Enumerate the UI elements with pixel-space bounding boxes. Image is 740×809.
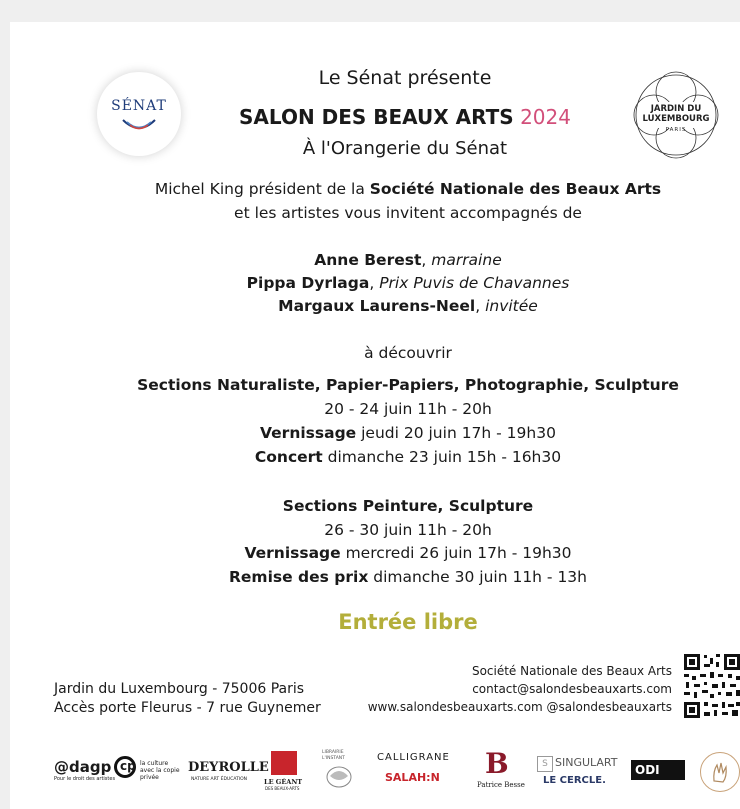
society-name: Société Nationale des Beaux Arts xyxy=(369,180,662,198)
section2-dates: 26 - 30 juin 11h - 20h xyxy=(324,521,492,539)
contact-block xyxy=(360,662,672,716)
le-geant-text: LE GÉANT xyxy=(264,778,303,786)
hand-emblem-logo xyxy=(700,752,740,792)
intro-text: Michel King président de la xyxy=(154,180,370,198)
event-detail: dimanche 23 juin 15h - 16h30 xyxy=(322,448,562,466)
address-line-2: Accès porte Fleurus - 7 rue Guynemer xyxy=(54,700,321,716)
event-detail: mercredi 26 juin 17h - 19h30 xyxy=(340,544,572,562)
address-line-1: Jardin du Luxembourg - 75006 Paris xyxy=(54,681,305,697)
qr-code[interactable] xyxy=(682,652,740,720)
guest-line: Margaux Laurens-Neel, invitée xyxy=(278,297,538,315)
le-geant-sub: DES BEAUX-ARTS xyxy=(265,786,300,791)
patrice-besse-mark: B xyxy=(485,747,509,780)
section2-event2 xyxy=(0,566,740,588)
guest-name: Margaux Laurens-Neel xyxy=(278,297,476,315)
contact-email[interactable]: contact@salondesbeauxarts.com xyxy=(472,682,672,696)
address-block xyxy=(54,680,321,718)
venue-line: À l'Orangerie du Sénat xyxy=(302,138,508,159)
guest-line: Pippa Dyrlaga, Prix Puvis de Chavannes xyxy=(246,274,570,292)
le-geant-logo xyxy=(271,751,297,775)
adagp-logo-sub: Pour le droit des artistes xyxy=(54,776,116,782)
salahin-logo: SALAH:N xyxy=(385,771,440,784)
title-year: 2024 xyxy=(520,105,571,129)
patrice-besse-text: Patrice Besse xyxy=(477,781,525,789)
entry-label: Entrée libre xyxy=(338,610,478,634)
deyrolle-logo: DEYROLLE xyxy=(188,760,269,775)
section1-title: Sections Naturaliste, Papier-Papiers, Photographie, Sculpture xyxy=(137,376,679,394)
guest-role: marraine xyxy=(431,251,502,269)
le-cercle-logo: LE CERCLE. xyxy=(543,775,606,786)
odi-logo-text: ODI xyxy=(635,763,660,777)
discover-line: à découvrir xyxy=(364,344,452,362)
event-label: Vernissage xyxy=(244,544,341,562)
section2-title: Sections Peinture, Sculpture xyxy=(282,497,534,515)
guest-name: Pippa Dyrlaga xyxy=(246,274,370,292)
event-detail: dimanche 30 juin 11h - 13h xyxy=(368,568,587,586)
page-title xyxy=(0,104,740,130)
librairie-instant-text: LIBRAIRIE L'INSTANT xyxy=(322,750,345,761)
copie-privee-logo xyxy=(114,756,136,778)
copie-privee-mark: cp xyxy=(120,759,136,773)
jardin-logo-line3: PARIS xyxy=(665,127,687,133)
contact-org: Société Nationale des Beaux Arts xyxy=(471,664,672,678)
senat-logo-text: SÉNAT xyxy=(111,98,167,114)
section1-dates: 20 - 24 juin 11h - 20h xyxy=(324,400,492,418)
jardin-logo-line1: JARDIN DU xyxy=(650,104,702,114)
event-detail: jeudi 20 juin 17h - 19h30 xyxy=(356,424,556,442)
event-label: Concert xyxy=(254,448,323,466)
copie-privee-text: la culture avec la copie privée xyxy=(140,760,180,781)
calligrane-logo: CALLIGRANE xyxy=(377,752,450,763)
hand-icon xyxy=(701,753,739,791)
guest-role: invitée xyxy=(485,297,538,315)
singulart-icon: S xyxy=(537,756,553,772)
intro-line-2: et les artistes vous invitent accompagnés de xyxy=(234,204,582,222)
guest-name: Anne Berest xyxy=(314,251,422,269)
guest-role: Prix Puvis de Chavannes xyxy=(379,274,570,292)
section1-event1 xyxy=(0,422,740,444)
section1-event2 xyxy=(0,446,740,468)
singulart-logo: SINGULART xyxy=(555,756,618,769)
section2-event1 xyxy=(0,542,740,564)
odi-logo xyxy=(631,760,685,780)
adagp-logo: @dagp xyxy=(54,758,112,776)
librairie-instant-icon xyxy=(324,762,354,790)
presents-line: Le Sénat présente xyxy=(318,67,492,89)
contact-web[interactable]: www.salondesbeauxarts.com @salondesbeauxarts xyxy=(367,700,672,714)
guest-line: Anne Berest, marraine xyxy=(314,251,502,269)
event-label: Remise des prix xyxy=(228,568,369,586)
jardin-logo-line2: LUXEMBOURG xyxy=(642,114,710,124)
event-label: Vernissage xyxy=(260,424,357,442)
title-main: SALON DES BEAUX ARTS xyxy=(239,105,514,129)
deyrolle-logo-sub: NATURE ART ÉDUCATION xyxy=(191,777,248,782)
intro-line-1 xyxy=(0,178,740,200)
